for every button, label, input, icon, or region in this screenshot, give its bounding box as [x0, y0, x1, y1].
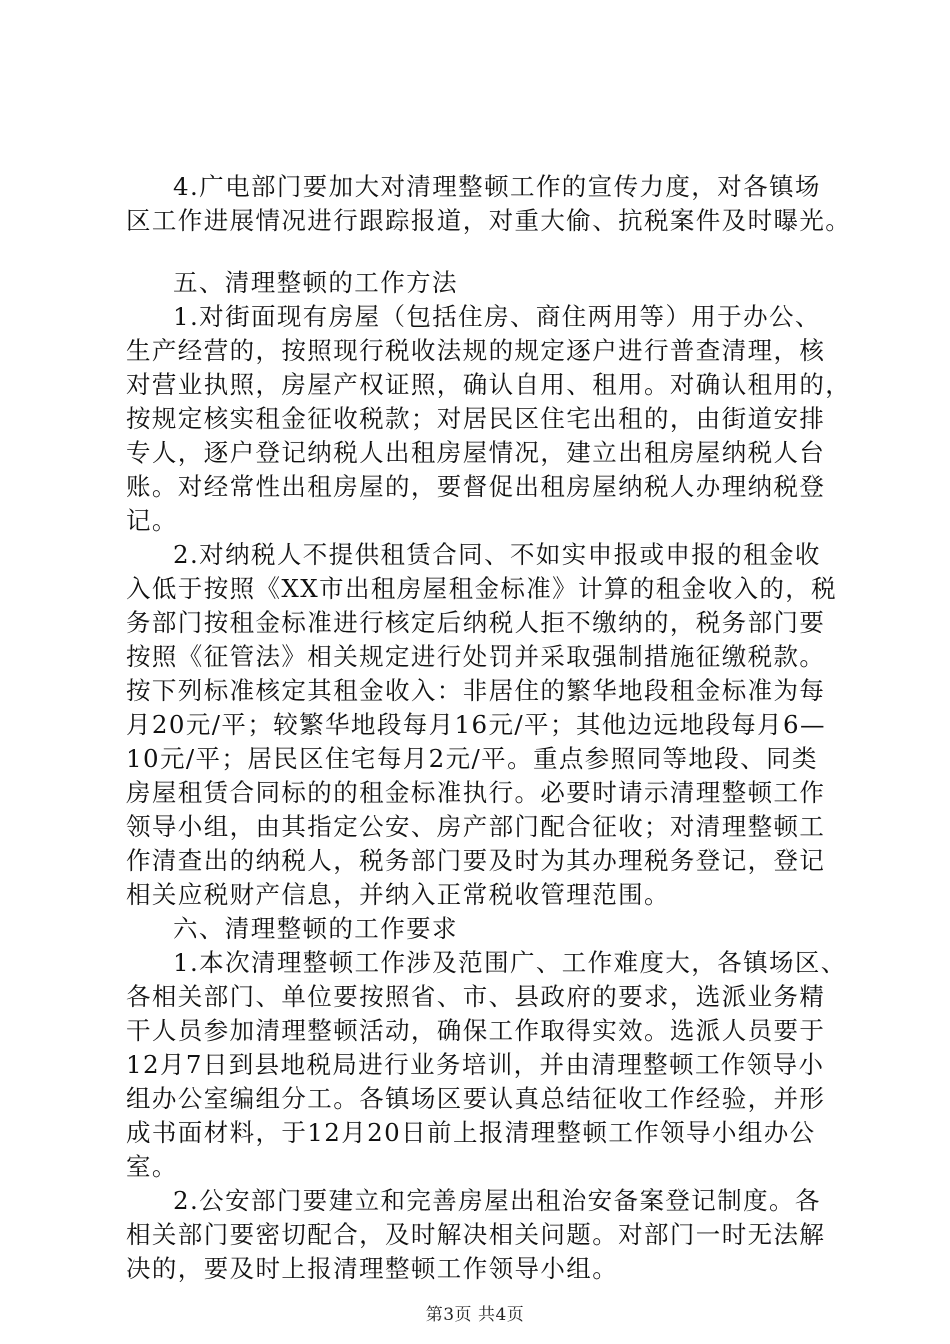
paragraph-line: 生产经营的，按照现行税收法规的规定逐户进行普查清理，核	[126, 336, 826, 365]
paragraph-line: 2.公安部门要建立和完善房屋出租治安备案登记制度。各	[173, 1186, 821, 1215]
paragraph-line: 1.本次清理整顿工作涉及范围广、工作难度大，各镇场区、	[173, 948, 847, 977]
paragraph-line: 房屋租赁合同标的的租金标准执行。必要时请示清理整顿工作	[126, 778, 826, 807]
section-heading-methods: 五、清理整顿的工作方法	[173, 268, 458, 297]
paragraph-line: 4.广电部门要加大对清理整顿工作的宣传力度，对各镇场	[173, 172, 821, 201]
paragraph-line: 月20元/平；较繁华地段每月16元/平；其他边远地段每月6—	[126, 710, 826, 739]
section-heading-requirements: 六、清理整顿的工作要求	[173, 914, 458, 943]
paragraph-line: 专人，逐户登记纳税人出租房屋情况，建立出租房屋纳税人台	[126, 438, 826, 467]
paragraph-line: 区工作进展情况进行跟踪报道，对重大偷、抗税案件及时曝光。	[126, 206, 852, 235]
paragraph-line: 按照《征管法》相关规定进行处罚并采取强制措施征缴税款。	[126, 642, 826, 671]
paragraph-line: 记。	[126, 506, 178, 535]
paragraph-line: 领导小组，由其指定公安、房产部门配合征收；对清理整顿工	[126, 812, 826, 841]
paragraph-line: 相关应税财产信息，并纳入正常税收管理范围。	[126, 880, 670, 909]
paragraph-line: 入低于按照《XX市出租房屋租金标准》计算的租金收入的，税	[126, 574, 838, 603]
paragraph-line: 决的，要及时上报清理整顿工作领导小组。	[126, 1254, 619, 1283]
paragraph-line: 12月7日到县地税局进行业务培训，并由清理整顿工作领导小	[126, 1050, 825, 1079]
paragraph-line: 干人员参加清理整顿活动，确保工作取得实效。选派人员要于	[126, 1016, 826, 1045]
paragraph-line: 账。对经常性出租房屋的，要督促出租房屋纳税人办理纳税登	[126, 472, 826, 501]
paragraph-line: 按下列标准核定其租金收入：非居住的繁华地段租金标准为每	[126, 676, 826, 705]
paragraph-line: 2.对纳税人不提供租赁合同、不如实申报或申报的租金收	[173, 540, 821, 569]
page-footer: 第3页 共4页	[425, 1305, 525, 1325]
paragraph-line: 成书面材料，于12月20日前上报清理整顿工作领导小组办公	[126, 1118, 816, 1147]
paragraph-line: 各相关部门、单位要按照省、市、县政府的要求，选派业务精	[126, 982, 826, 1011]
paragraph-line: 室。	[126, 1152, 178, 1181]
paragraph-line: 对营业执照，房屋产权证照，确认自用、租用。对确认租用的，	[126, 370, 852, 399]
paragraph-line: 1.对街面现有房屋（包括住房、商住两用等）用于办公、	[173, 302, 821, 331]
paragraph-line: 相关部门要密切配合，及时解决相关问题。对部门一时无法解	[126, 1220, 826, 1249]
paragraph-line: 作清查出的纳税人，税务部门要及时为其办理税务登记，登记	[126, 846, 826, 875]
paragraph-line: 组办公室编组分工。各镇场区要认真总结征收工作经验，并形	[126, 1084, 826, 1113]
paragraph-line: 务部门按租金标准进行核定后纳税人拒不缴纳的，税务部门要	[126, 608, 826, 637]
paragraph-line: 按规定核实租金征收税款；对居民区住宅出租的，由街道安排	[126, 404, 826, 433]
paragraph-line: 10元/平；居民区住宅每月2元/平。重点参照同等地段、同类	[126, 744, 818, 773]
